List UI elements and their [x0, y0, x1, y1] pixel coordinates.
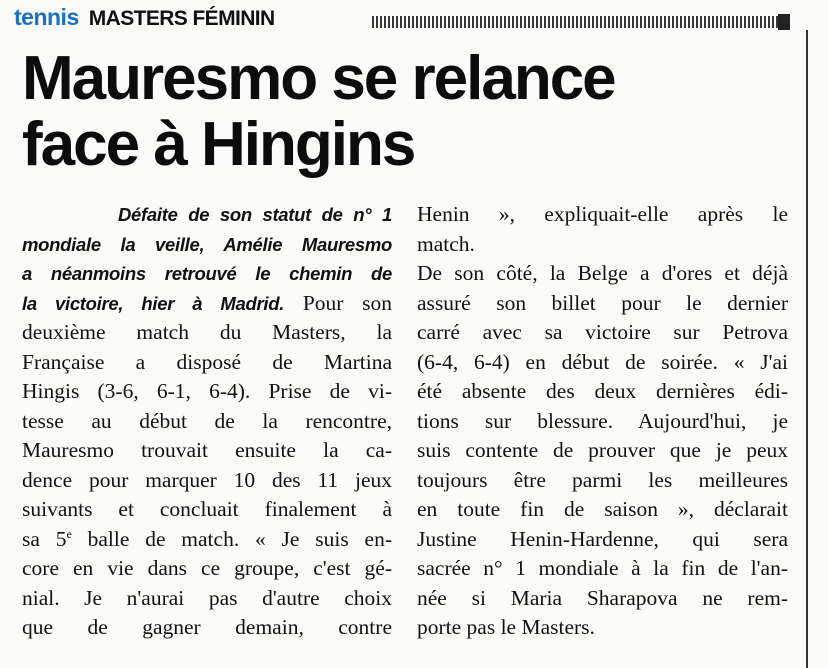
headline-line-1: Mauresmo se relance — [22, 44, 615, 113]
body-line: porte pas le Masters. — [417, 615, 595, 639]
body-line: Henin », expliquait-elle après le — [417, 202, 788, 226]
body-line: core en vie dans ce groupe, c'est gé- — [22, 556, 392, 580]
column-edge-line — [806, 30, 808, 668]
body-line: toujours être parmi les meilleures — [417, 467, 788, 492]
body-line: nial. Je n'aurai pas d'autre choix — [22, 585, 392, 610]
kicker-rule-end — [778, 14, 790, 30]
body-line: sacrée n° 1 mondiale à la fin de l'an- — [417, 556, 788, 580]
body-line: tesse au début de la rencontre, — [22, 408, 392, 433]
body-line: née si Maria Sharapova ne rem- — [417, 585, 788, 610]
body-text: Pour son — [302, 290, 393, 315]
body-line-with-superscript — [22, 525, 392, 555]
body-line: Française a disposé de Martina — [22, 349, 392, 374]
body-line: que de gagner demain, contre — [22, 615, 392, 639]
lead-last-line — [22, 289, 392, 319]
body-line: Mauresmo trouvait ensuite la ca- — [22, 438, 392, 462]
rubric-label: tennis — [14, 4, 79, 30]
lead-line: Défaite de son statut de n° 1 — [118, 204, 392, 225]
body-line: deuxième match du Masters, la — [22, 320, 392, 344]
lead-line: la victoire, hier à Madrid. — [22, 292, 285, 314]
body-line: en toute fin de saison », déclarait — [417, 497, 788, 521]
body-line: assuré son billet pour le dernier — [417, 290, 788, 315]
article-column-right — [417, 200, 788, 643]
body-line: suivants et concluait finalement à — [22, 497, 392, 521]
body-line: carré avec sa victoire sur Petrova — [417, 320, 788, 344]
body-line: Hingis (3-6, 6-1, 6-4). Prise de vi- — [22, 379, 392, 403]
body-line: été absente des deux dernières édi- — [417, 379, 788, 403]
body-line: suis contente de prouver que je peux — [417, 438, 788, 462]
body-line: dence pour marquer 10 des 11 jeux — [22, 467, 392, 492]
article-headline — [22, 46, 802, 178]
body-line: tions sur blessure. Aujourd'hui, je — [417, 408, 788, 433]
lead-line: a néanmoins retrouvé le chemin de — [22, 263, 392, 284]
lead-line: mondiale la veille, Amélie Mauresmo — [22, 233, 392, 255]
body-line: Justine Henin-Hardenne, qui sera — [417, 526, 788, 551]
kicker-rule — [372, 16, 790, 28]
body-line: De son côté, la Belge a d'ores et déjà — [417, 261, 788, 285]
section-label: MASTERS FÉMININ — [88, 7, 275, 30]
body-text: sa 5 — [22, 526, 67, 551]
body-line: match. — [417, 231, 475, 256]
ordinal-superscript: e — [66, 526, 72, 541]
body-line: (6-4, 6-4) en début de soirée. « J'ai — [417, 349, 788, 374]
article-column-left — [22, 200, 392, 643]
headline-line-2: face à Hingins — [22, 110, 415, 179]
section-kicker — [14, 4, 275, 31]
body-text: balle de match. « Je suis en- — [71, 526, 392, 551]
